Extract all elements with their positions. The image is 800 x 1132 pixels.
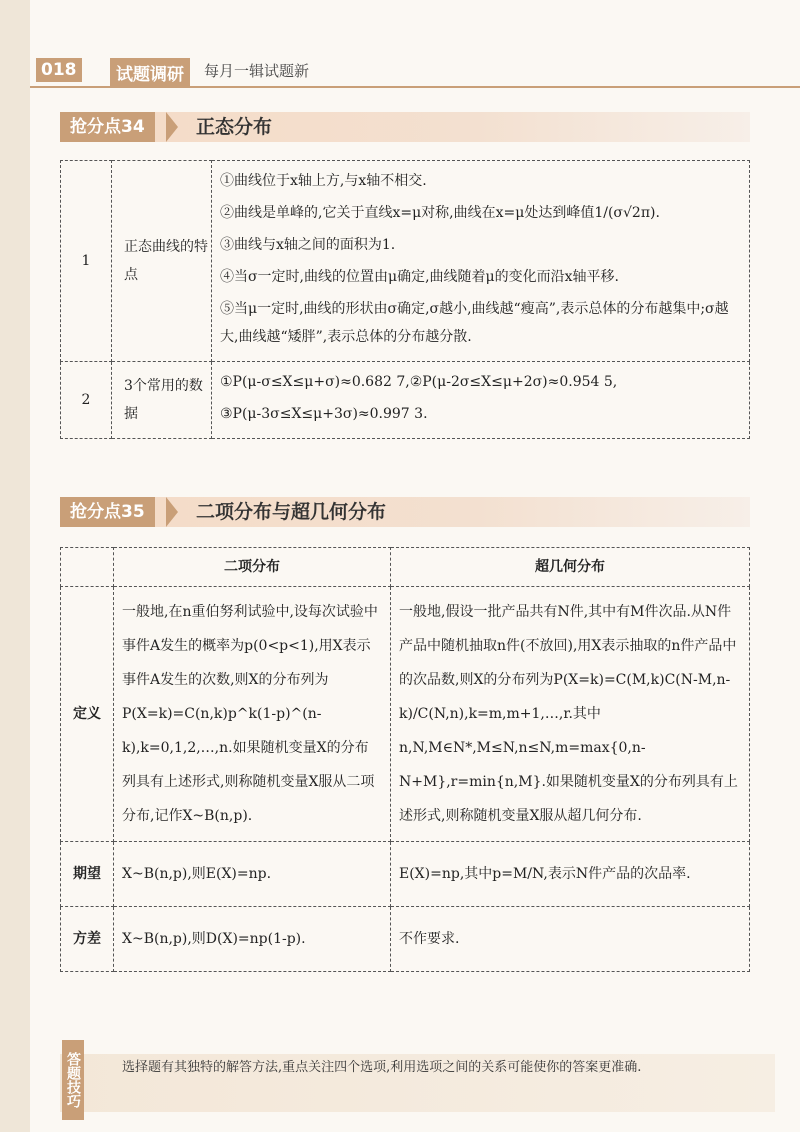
corner-cell: [61, 548, 114, 587]
binomial-hypergeometric-table: [60, 547, 750, 972]
list-item: ③曲线与x轴之间的面积为1.: [220, 237, 396, 253]
tip-text: 选择题有其独特的解答方法,重点关注四个选项,利用选项之间的关系可能使你的答案更准确.: [122, 1060, 642, 1075]
row-content: [212, 362, 750, 439]
row-label: 正态曲线的特点: [112, 161, 212, 362]
row-label: 定义: [61, 587, 114, 842]
section-34-title: 正态分布: [196, 116, 273, 138]
table-row: [61, 161, 750, 362]
binomial-cell: X~B(n,p),则E(X)=np.: [114, 842, 391, 907]
table-row: [61, 842, 750, 907]
column-header-hypergeometric: 超几何分布: [391, 548, 750, 587]
section-34-tag: 抢分点34: [60, 112, 155, 142]
section-35-header: [60, 497, 750, 527]
chevron-right-icon: [166, 112, 178, 142]
section-34-header: [60, 112, 750, 142]
page-header: [30, 50, 800, 90]
header-divider: [30, 86, 800, 88]
left-margin-bar: [0, 0, 30, 1132]
row-label: 3个常用的数据: [112, 362, 212, 439]
section-35-title: 二项分布与超几何分布: [196, 501, 387, 523]
table-row: [61, 587, 750, 842]
header-subtitle: 每月一辑试题新: [204, 62, 310, 80]
hypergeometric-cell: 不作要求.: [391, 907, 750, 972]
hypergeometric-cell: 一般地,假设一批产品共有N件,其中有M件次品.从N件产品中随机抽取n件(不放回),用X表示抽取的n件产品中的次品数,则X的分布列为P(X=k)=C(M,k)C(N-M,n-k)/C(N,n),k=m,m+1,…,r.其中n,N,M∈N*,M≤N,n≤N,m=max{0,n-N+M},r=min{n,M}.如果随机变量X的分布列具有上述形式,则称随机变量X服从超几何分布.: [391, 587, 750, 842]
table-row: [61, 907, 750, 972]
table-row: [61, 362, 750, 439]
list-item: ②曲线是单峰的,它关于直线x=μ对称,曲线在x=μ处达到峰值1/(σ√2π).: [220, 205, 660, 221]
list-item: ③P(μ-3σ≤X≤μ+3σ)≈0.997 3.: [220, 406, 428, 422]
normal-distribution-table: [60, 160, 750, 439]
section-35-tag: 抢分点35: [60, 497, 155, 527]
binomial-cell: 一般地,在n重伯努利试验中,设每次试验中事件A发生的概率为p(0<p<1),用X表示事件A发生的次数,则X的分布列为P(X=k)=C(n,k)p^k(1-p)^(n-k),k=0,1,2,…,n.如果随机变量X的分布列具有上述形式,则称随机变量X服从二项分布,记作X~B(n,p).: [114, 587, 391, 842]
list-item: ④当σ一定时,曲线的位置由μ确定,曲线随着μ的变化而沿x轴平移.: [220, 269, 619, 285]
row-label: 期望: [61, 842, 114, 907]
tip-tag: 答题技巧: [62, 1040, 84, 1120]
binomial-cell: X~B(n,p),则D(X)=np(1-p).: [114, 907, 391, 972]
section-label: 试题调研: [110, 58, 190, 87]
list-item: ①P(μ-σ≤X≤μ+σ)≈0.682 7,②P(μ-2σ≤X≤μ+2σ)≈0.954 5,: [220, 374, 618, 390]
column-header-binomial: 二项分布: [114, 548, 391, 587]
page-number: 018: [36, 58, 82, 82]
chevron-right-icon: [166, 497, 178, 527]
list-item: ⑤当μ一定时,曲线的形状由σ确定,σ越小,曲线越“瘦高”,表示总体的分布越集中;σ越大,曲线越“矮胖”,表示总体的分布越分散.: [220, 301, 729, 345]
table-header-row: [61, 548, 750, 587]
hypergeometric-cell: E(X)=np,其中p=M/N,表示N件产品的次品率.: [391, 842, 750, 907]
row-number: 2: [61, 362, 112, 439]
row-label: 方差: [61, 907, 114, 972]
row-number: 1: [61, 161, 112, 362]
row-content: [212, 161, 750, 362]
list-item: ①曲线位于x轴上方,与x轴不相交.: [220, 173, 427, 189]
